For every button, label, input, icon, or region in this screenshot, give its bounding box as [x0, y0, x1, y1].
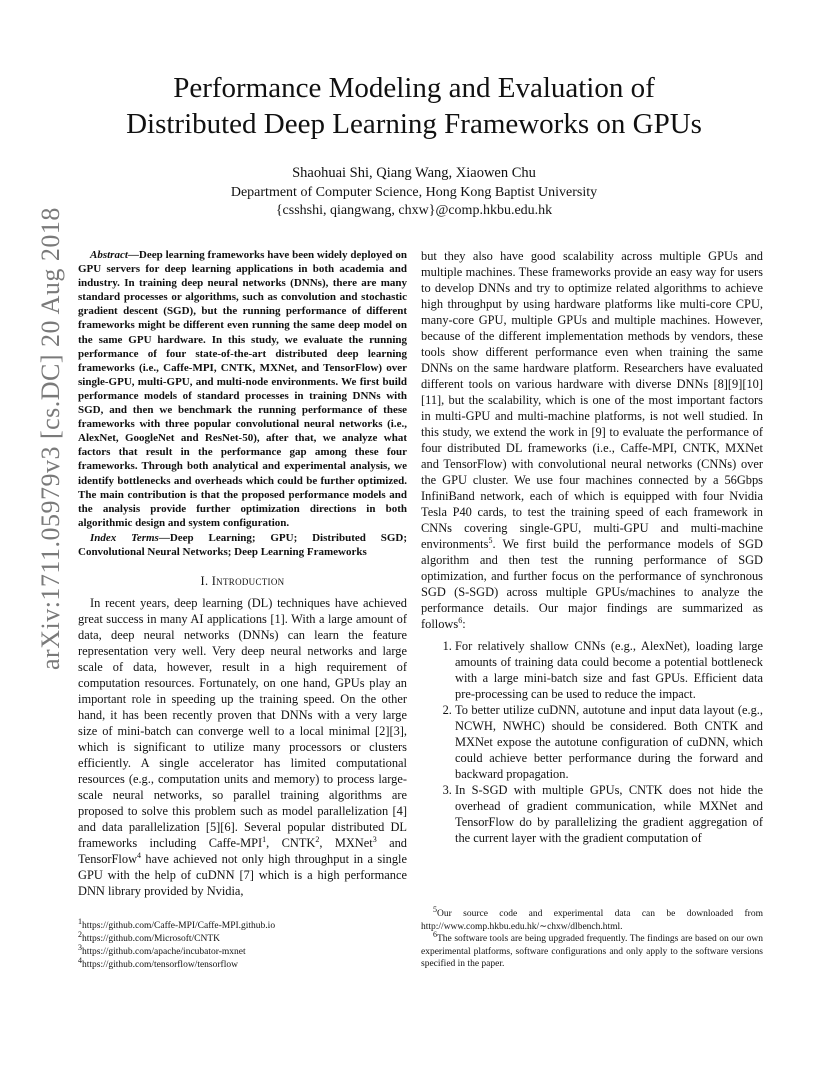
footnote-ref-5: 5: [488, 535, 493, 545]
footnote-1: $^1$https://github.com/Caffe-MPI/Caffe-MPI.github.io: [78, 916, 276, 931]
index-terms-lead: Index Terms: [90, 531, 159, 544]
intro-paragraph-1: [78, 595, 407, 899]
footnote-ref-2: 2: [315, 834, 320, 844]
right-text-c: :: [462, 617, 466, 631]
left-column: [78, 248, 407, 899]
right-text-b: . We first build the performance models of SGD algorithm and then test the running performance of SGD optimization, and further focus on the performance of synchronous SGD (S-SGD) across multiple GPUs/machines to analyze the performance details. Our major findings are summarized as follows: [421, 537, 763, 631]
footnotes-right: [421, 904, 763, 971]
abstract-lead: Abstract: [90, 249, 128, 261]
finding-item: 2. To better utilize cuDNN, autotune and input data layout (e.g., NCWH, NWHC) should be considered. Both CNTK and MXNet expose the autotune configuration of cuDNN, which could achieve better performance during the forward and backward propagation.: [455, 702, 763, 782]
intro-text-e: have achieved not only high throughput in a single GPU with the help of cuDNN [7] which is a high performance DNN library provided by Nvidia,: [78, 852, 407, 899]
arxiv-identifier: arXiv:1711.05979v3 [cs.DC] 20 Aug 2018: [36, 207, 65, 670]
footnote-5: $^5$Our source code and experimental data can be downloaded from http://www.comp.hkbu.edu.hk/∼chxw/dlbench.html.: [421, 904, 763, 932]
intro-text-a: In recent years, deep learning (DL) techniques have achieved great success in many AI applications [1]. With a large amount of data, deep neural networks (DNNs) can learn the feature representation very well. Very deep neural networks and large scale of data, however, result in a high requirement of computation resources. Fortunately, on one hand, GPUs play an important role in speeding up the training speed. On the other hand, it has been recently proven that DNNs with a very large size of mini-batch can converge well to a local minimal [2][3], which is significant to utilize many processors or clusters efficiently. A single accelerator has limited computational resources (e.g., computation units and memory) to process large-scale neural networks, so parallel training algorithms are proposed to solve this problem such as model parallelization [4] and data parallelization [5][6]. Several popular distributed DL frameworks including Caffe-MPI: [78, 596, 407, 851]
section-heading-introduction: I. Introduction: [200, 574, 285, 589]
intro-text-d: and TensorFlow: [78, 836, 407, 867]
paper-title: [0, 70, 828, 142]
index-terms: [78, 531, 407, 559]
right-column: [421, 248, 763, 846]
title-line-1: Performance Modeling and Evaluation of: [173, 72, 655, 104]
findings-list: [421, 638, 763, 846]
intro-text-b: , CNTK: [266, 836, 316, 851]
right-text-a: but they also have good scalability across multiple GPUs and multiple machines. These frameworks provide an easy way for users to develop DNNs and try to optimize related algorithms to achieve high throughput by using hardware platforms like multi-core CPU, many-core GPU, multiple GPUs and multiple machines. However, because of the different implementation methods by vendors, these tools show different performance even when training the same DNNs on the same hardware platform. Researchers have evaluated different tools on various hardware with diverse DNNs [8][9][10][11], but the scalability, which is one of the most important factors in multi-GPU and multi-machine platforms, is not well studied. In this study, we extend the work in [9] to evaluate the performance of four distributed DL frameworks (i.e., Caffe-MPI, CNTK, MXNet and TensorFlow) with convolutional neural networks (CNNs) over the GPU cluster. We use four machines connected by a 56Gbps InfiniBand network, each of which is equipped with four Nvidia Tesla P40 cards, to test the training speed of each framework in CNNs covering single-GPU, multi-GPU and multi-machine environments: [421, 249, 763, 551]
right-paragraph-1: [421, 248, 763, 632]
footnote-ref-1: 1: [262, 834, 267, 844]
intro-text-c: , MXNet: [319, 836, 373, 851]
author-email: {csshshi, qiangwang, chxw}@comp.hkbu.edu.hk: [275, 203, 553, 218]
index-terms-text: —Deep Learning; GPU; Distributed SGD; Convolutional Neural Networks; Deep Learning Frameworks: [78, 531, 407, 558]
finding-item: 1. For relatively shallow CNNs (e.g., AlexNet), loading large amounts of training data could become a potential bottleneck with a large mini-batch size and fast GPUs. Efficient data pre-processing can be used to reduce the impact.: [455, 638, 763, 702]
abstract: [78, 248, 407, 530]
footnote-4: $^4$https://github.com/tensorflow/tensorflow: [78, 955, 238, 970]
footnote-2: $^2$https://github.com/Microsoft/CNTK: [78, 929, 221, 944]
footnote-3: $^3$https://github.com/apache/incubator-mxnet: [78, 942, 246, 957]
footnotes-left: [78, 916, 407, 972]
footnote-6: $^6$The software tools are being upgraded frequently. The findings are based on our own experimental platforms, software configurations and only apply to the software versions specified in the paper.: [421, 929, 763, 969]
footnote-ref-3: 3: [372, 834, 377, 844]
author-block: [0, 164, 828, 220]
title-line-2: Distributed Deep Learning Frameworks on GPUs: [126, 108, 702, 140]
finding-item: 3. In S-SGD with multiple GPUs, CNTK does not hide the overhead of gradient communication, while MXNet and TensorFlow do by parallelizing the gradient aggregation of the current layer with the gradient computation of: [455, 782, 763, 846]
footnote-ref-6: 6: [458, 615, 463, 625]
abstract-text: —Deep learning frameworks have been widely deployed on GPU servers for deep learning applications in both academia and industry. In training deep neural networks (DNNs), there are many standard processes or algorithms, such as convolution and stochastic gradient descent (SGD), but the running performance of different frameworks might be different even running the same deep model on the same GPU hardware. In this study, we evaluate the running performance of four state-of-the-art distributed deep learning frameworks (i.e., Caffe-MPI, CNTK, MXNet, and TensorFlow) over single-GPU, multi-GPU, and multi-node environments. We first build performance models of standard processes in training DNNs with SGD, and then we benchmark the running performance of these frameworks with three popular convolutional neural networks (i.e., AlexNet, GoogleNet and ResNet-50), after that, we analyze what factors that result in the performance gap among these four frameworks. Through both analytical and experimental analysis, we identify bottlenecks and overheads which could be further optimized. The main contribution is that the proposed performance models and the analysis provide further optimization directions in both algorithmic design and system configuration.: [78, 249, 407, 529]
footnote-ref-4: 4: [137, 850, 142, 860]
affiliation: Department of Computer Science, Hong Kong Baptist University: [230, 185, 598, 200]
author-names: Shaohuai Shi, Qiang Wang, Xiaowen Chu: [292, 165, 536, 181]
